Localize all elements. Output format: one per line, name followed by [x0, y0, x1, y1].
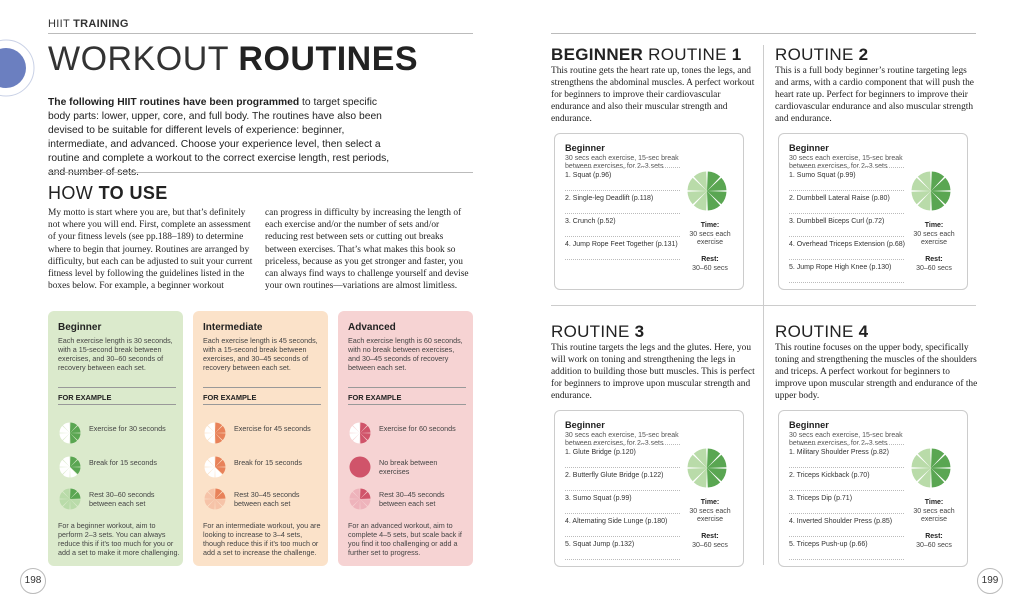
time-info: Time: 30 secs each exercise Rest: 30–60 secs — [689, 222, 731, 272]
card-level: Beginner — [565, 143, 605, 153]
timer-icon — [687, 171, 731, 215]
for-example-label: FOR EXAMPLE — [58, 393, 112, 402]
how-to-use-col2: can progress in difficulty by increasing the length of each exercise and/or the number of sets and/or reducing rest between sets or cutting out breaks between exercises. That’s what makes this book so priceless, because as you get stronger and faster, you can always find ways to challenge yourself and devise your own routines—variations are almost limitless. — [265, 208, 469, 292]
exercise-item: 5. Squat Jump (p.132) — [565, 541, 635, 548]
rest-timer-icon — [204, 488, 226, 510]
card-info: 30 secs each exercise, 15-sec break between exercises, for 2–3 sets — [789, 432, 903, 448]
card-level: Beginner — [565, 420, 605, 430]
routine-description: This routine focuses on the upper body, specifically toning and strengthening the muscles of the shoulders and triceps. A perfect workout for beginners to improve upon muscular strength and endurance of the upper body. — [775, 343, 978, 401]
intro-paragraph: The following HIIT routines have been programmed to target specific body parts: lower, upper, core, and full body. The routines have also been devised to be suitable for different levels of experience: beginner, intermediate, and advanced. Choose your experience level, then select a routine and complete a workout to the correct exercise length, rest periods, — [48, 97, 390, 164]
divider — [789, 490, 904, 491]
card-info: 30 secs each exercise, 15-sec break between exercises, for 2–3 sets — [789, 155, 903, 171]
timer-icon — [911, 171, 955, 215]
card-level: Beginner — [789, 420, 829, 430]
divider — [789, 282, 904, 283]
time-info: Time: 30 secs each exercise Rest: 30–60 secs — [913, 499, 955, 549]
level-description: Each exercise length is 60 seconds, with no break between exercises, and 30–45 seconds of recovery between each set. — [348, 336, 463, 372]
divider — [789, 513, 904, 514]
level-footer: For an intermediate workout, you are looking to increase to 3–4 sets, though reduce this if it’s too much or add a set to increase the challenge. — [203, 521, 321, 557]
divider — [551, 33, 976, 34]
divider — [789, 236, 904, 237]
divider — [58, 404, 176, 405]
level-title: Intermediate — [203, 322, 263, 333]
divider — [789, 259, 904, 260]
exercise-item: 1. Military Shoulder Press (p.82) — [789, 449, 889, 456]
divider — [565, 444, 680, 445]
divider — [48, 172, 473, 173]
card-info: 30 secs each exercise, 15-sec break between exercises, for 2–3 sets — [565, 432, 679, 448]
divider — [565, 559, 680, 560]
routine-card — [778, 410, 968, 567]
routine-card — [554, 133, 744, 290]
divider — [348, 404, 466, 405]
page-number-right: 199 — [977, 568, 1003, 594]
divider — [565, 536, 680, 537]
divider — [565, 167, 680, 168]
divider — [565, 213, 680, 214]
exercise-item: 4. Inverted Shoulder Press (p.85) — [789, 518, 893, 525]
divider — [565, 190, 680, 191]
exercise-item: 5. Triceps Push-up (p.66) — [789, 541, 868, 548]
card-level: Beginner — [789, 143, 829, 153]
icon-caption: No break between exercises — [379, 458, 438, 476]
timer-icon — [911, 448, 955, 492]
corner-decoration — [0, 30, 46, 110]
divider — [789, 444, 904, 445]
rest-timer-icon — [59, 488, 81, 510]
timer-icon — [687, 448, 731, 492]
routine-description: This is a full body beginner’s routine targeting legs and arms, with a cardio component that will push the heart rate up. Perfect for beginners to improve their cardiovascular endurance and also muscular strength and endurance. — [775, 66, 974, 124]
routine-title-4: ROUTINE 4 — [775, 322, 869, 341]
divider — [789, 213, 904, 214]
exercise-item: 4. Overhead Triceps Extension (p.68) — [789, 241, 905, 248]
level-box-beginner — [48, 311, 183, 566]
divider — [551, 305, 976, 306]
exercise-timer-icon — [204, 422, 226, 444]
level-description: Each exercise length is 30 seconds, with a 15-second break between exercises, and 30–60 seconds of recovery between each set. — [58, 336, 173, 372]
divider — [565, 467, 680, 468]
exercise-timer-icon — [349, 422, 371, 444]
divider — [565, 513, 680, 514]
section-header: HIIT TRAINING — [48, 18, 129, 30]
icon-caption: Exercise for 30 seconds — [89, 424, 166, 433]
exercise-item: 3. Triceps Dip (p.71) — [789, 495, 853, 502]
divider — [789, 167, 904, 168]
level-box-advanced — [338, 311, 473, 566]
divider — [203, 404, 321, 405]
routine-card — [778, 133, 968, 290]
exercise-timer-icon — [59, 422, 81, 444]
divider — [48, 33, 473, 34]
exercise-item: 1. Sumo Squat (p.99) — [789, 172, 856, 179]
routine-title-1: BEGINNER ROUTINE 1 — [551, 45, 742, 64]
exercise-item: 4. Jump Rope Feet Together (p.131) — [565, 241, 678, 248]
level-footer: For a beginner workout, aim to perform 2–3 sets. You can always reduce this if it’s too much for you or add a set to make it more challenging. — [58, 521, 180, 557]
how-to-use-heading: HOW TO USE — [48, 183, 168, 203]
divider — [789, 467, 904, 468]
exercise-item: 2. Dumbbell Lateral Raise (p.80) — [789, 195, 890, 202]
divider — [789, 559, 904, 560]
divider — [58, 387, 176, 388]
exercise-item: 1. Glute Bridge (p.120) — [565, 449, 636, 456]
exercise-item: 2. Butterfly Glute Bridge (p.122) — [565, 472, 664, 479]
icon-caption: Rest 30–45 seconds between each set — [379, 490, 445, 508]
exercise-item: 3. Sumo Squat (p.99) — [565, 495, 632, 502]
routine-title-2: ROUTINE 2 — [775, 45, 869, 64]
level-description: Each exercise length is 45 seconds, with a 15-second break between exercises, and 30–45 seconds of recovery between each set. — [203, 336, 318, 372]
level-title: Beginner — [58, 322, 102, 333]
routine-card — [554, 410, 744, 567]
exercise-item: 2. Single-leg Deadlift (p.118) — [565, 195, 654, 202]
exercise-item: 5. Jump Rope High Knee (p.130) — [789, 264, 892, 271]
for-example-label: FOR EXAMPLE — [203, 393, 257, 402]
level-title: Advanced — [348, 322, 396, 333]
page-title: WORKOUT ROUTINES — [48, 40, 419, 78]
icon-caption: Exercise for 45 seconds — [234, 424, 311, 433]
icon-caption: Break for 15 seconds — [89, 458, 157, 467]
level-footer: For an advanced workout, aim to complete 4–5 sets, but scale back if you find it too challenging or add a further set to progress. — [348, 521, 462, 557]
exercise-item: 1. Squat (p.96) — [565, 172, 612, 179]
time-info: Time: 30 secs each exercise Rest: 30–60 secs — [689, 499, 731, 549]
exercise-item: 4. Alternating Side Lunge (p.180) — [565, 518, 668, 525]
routine-title-3: ROUTINE 3 — [551, 322, 645, 341]
break-timer-icon — [59, 456, 81, 478]
divider — [565, 236, 680, 237]
divider — [789, 536, 904, 537]
break-timer-icon — [204, 456, 226, 478]
exercise-item: 2. Triceps Kickback (p.70) — [789, 472, 870, 479]
divider — [348, 387, 466, 388]
time-info: Time: 30 secs each exercise Rest: 30–60 secs — [913, 222, 955, 272]
break-timer-icon — [349, 456, 371, 478]
rest-timer-icon — [349, 488, 371, 510]
divider — [203, 387, 321, 388]
exercise-item: 3. Crunch (p.52) — [565, 218, 616, 225]
icon-caption: Exercise for 60 seconds — [379, 424, 456, 433]
icon-caption: Break for 15 seconds — [234, 458, 302, 467]
divider — [789, 190, 904, 191]
routine-description: This routine gets the heart rate up, tones the legs, and strengthens the abdominal muscles. A perfect workout for beginners to improve their cardiovascular endurance and also their muscular strength and endurance. — [551, 66, 755, 124]
for-example-label: FOR EXAMPLE — [348, 393, 402, 402]
divider — [565, 490, 680, 491]
page-number-left: 198 — [20, 568, 46, 594]
icon-caption: Rest 30–45 seconds between each set — [234, 490, 300, 508]
how-to-use-col1: My motto is start where you are, but that’s definitely not where you will end. First, complete an assessment of your fitness levels (see pp.188–189) to determine where to begin that journey. Routines are arranged by difficulty, but each can be adjusted to suit your current fitness level by following the guidelines listed in the boxes below. For example, a beginner workout — [48, 208, 253, 292]
routine-description: This routine targets the legs and the glutes. Here, you will work on toning and strengthening the legs in addition to building those butt muscles. This is perfect for beginners to improve upon muscular strength and endurance. — [551, 343, 755, 401]
divider — [565, 259, 680, 260]
card-info: 30 secs each exercise, 15-sec break between exercises, for 2–3 sets — [565, 155, 679, 171]
icon-caption: Rest 30–60 seconds between each set — [89, 490, 155, 508]
level-box-intermediate — [193, 311, 328, 566]
exercise-item: 3. Dumbbell Biceps Curl (p.72) — [789, 218, 885, 225]
